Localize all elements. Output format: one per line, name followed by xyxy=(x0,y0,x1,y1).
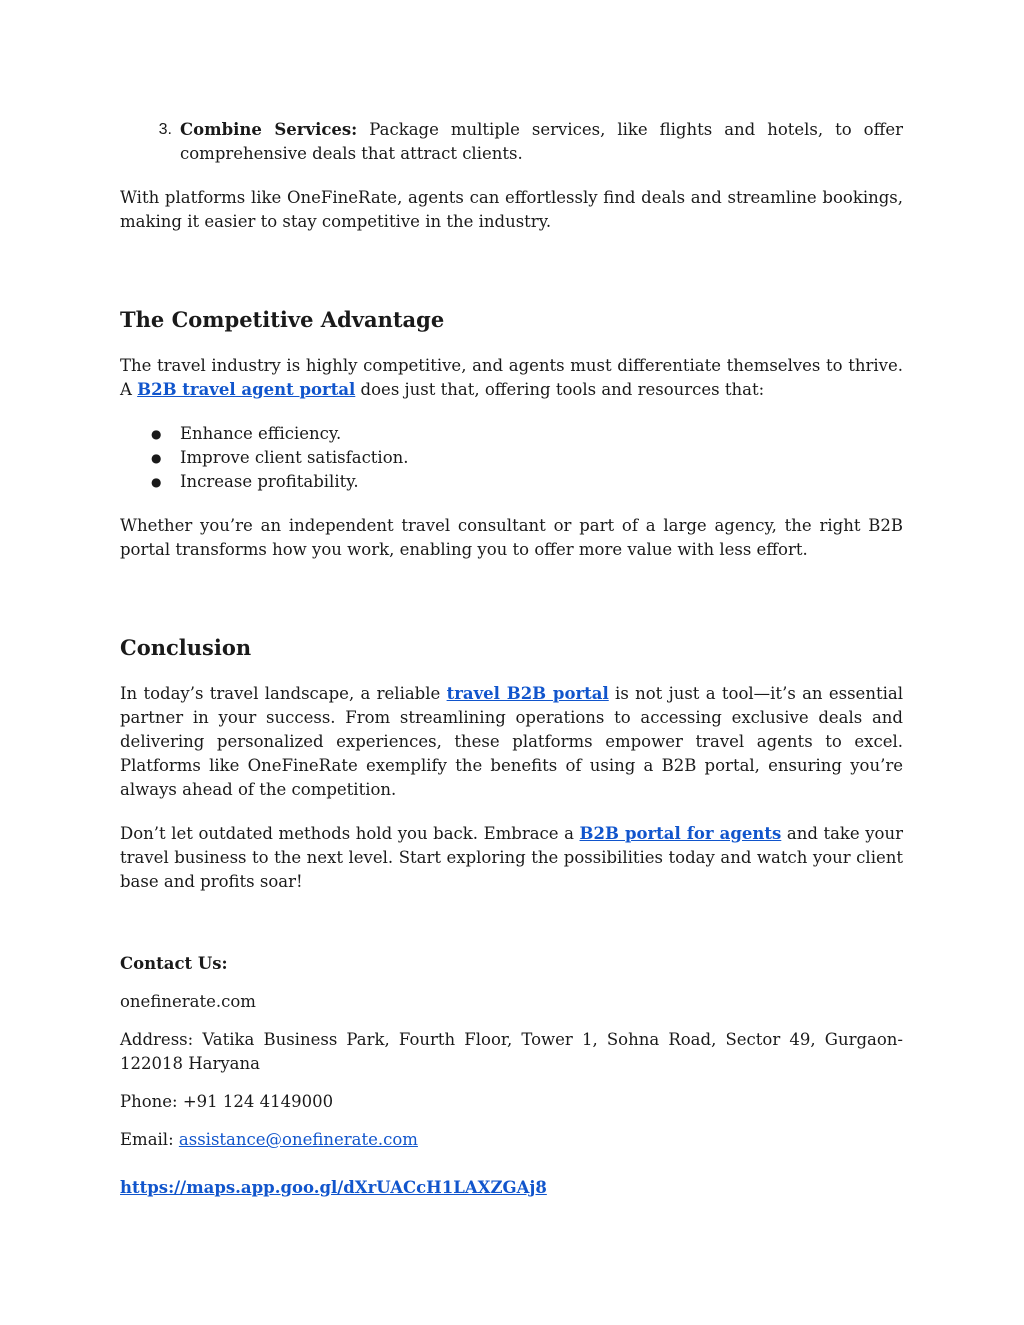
conclusion2-text-after: and take your travel business to the next level. Start exploring the possibilities today and watch your client base and profits soar! xyxy=(120,824,904,891)
advantage-text-after: does just that, offering tools and resources that: xyxy=(355,380,765,399)
list-item-text: Package multiple services, like flights and hotels, to offer comprehensive deals that attract clients. xyxy=(180,120,903,163)
b2b-travel-agent-portal-link[interactable]: B2B travel agent portal xyxy=(137,380,356,399)
advantage-text-before: The travel industry is highly competitive, and agents must differentiate themselves to thrive. A xyxy=(120,356,903,399)
list-item-body xyxy=(180,118,903,166)
contact-phone: Phone: +91 124 4149000 xyxy=(120,1092,334,1111)
bullet-icon: ● xyxy=(151,475,162,489)
section-heading-conclusion: Conclusion xyxy=(120,635,252,660)
travel-b2b-portal-link[interactable]: travel B2B portal xyxy=(446,684,609,703)
list-item-label: Combine Services: xyxy=(180,120,358,139)
list-item xyxy=(120,422,903,446)
bullet-icon: ● xyxy=(151,451,162,465)
conclusion-text-before: In today’s travel landscape, a reliable xyxy=(120,684,447,703)
contact-address: Address: Vatika Business Park, Fourth Floor, Tower 1, Sohna Road, Sector 49, Gurgaon- 122018 Haryana xyxy=(120,1030,903,1073)
bullet-text: Improve client satisfaction. xyxy=(180,448,409,467)
intro-paragraph: With platforms like OneFineRate, agents can effortlessly find deals and streamline bookings, making it easier to stay competitive in the industry. xyxy=(120,188,903,231)
document-page xyxy=(120,118,903,1200)
contact-website: onefinerate.com xyxy=(120,992,256,1011)
advantage-bullet-list xyxy=(120,422,903,494)
list-item xyxy=(120,470,903,494)
maps-link[interactable]: https://maps.app.goo.gl/dXrUACcH1LAXZGAj8 xyxy=(120,1178,547,1197)
maps-line xyxy=(120,1176,903,1200)
advantage-paragraph-2: Whether you’re an independent travel consultant or part of a large agency, the right B2B portal transforms how you work, enabling you to offer more value with less effort. xyxy=(120,516,903,559)
contact-email-line xyxy=(120,1128,903,1152)
contact-heading-text: Contact Us: xyxy=(120,954,228,973)
email-link[interactable]: assistance@onefinerate.com xyxy=(178,1130,418,1149)
conclusion-paragraph-1 xyxy=(120,682,903,802)
bullet-text: Increase profitability. xyxy=(180,472,359,491)
conclusion-paragraph-2 xyxy=(120,822,903,894)
b2b-portal-for-agents-link[interactable]: B2B portal for agents xyxy=(579,824,782,843)
contact-heading xyxy=(120,952,903,976)
section-heading-advantage: The Competitive Advantage xyxy=(120,307,445,332)
numbered-list-item xyxy=(120,118,903,166)
list-item xyxy=(120,446,903,470)
bullet-icon: ● xyxy=(151,427,162,441)
advantage-paragraph-1 xyxy=(120,354,903,402)
conclusion2-text-before: Don’t let outdated methods hold you back. Embrace a xyxy=(120,824,580,843)
bullet-text: Enhance efficiency. xyxy=(180,424,342,443)
email-label: Email: xyxy=(120,1130,179,1149)
conclusion-text-after: is not just a tool—it’s an essential partner in your success. From streamlining operations to accessing exclusive deals and delivering personalized experiences, these platforms empower travel agents to excel. Platforms like OneFineRate exemplify the benefits of using a B2B portal, ensuring you’re always ahead of the competition. xyxy=(120,684,903,799)
list-number: 3. xyxy=(158,121,172,138)
